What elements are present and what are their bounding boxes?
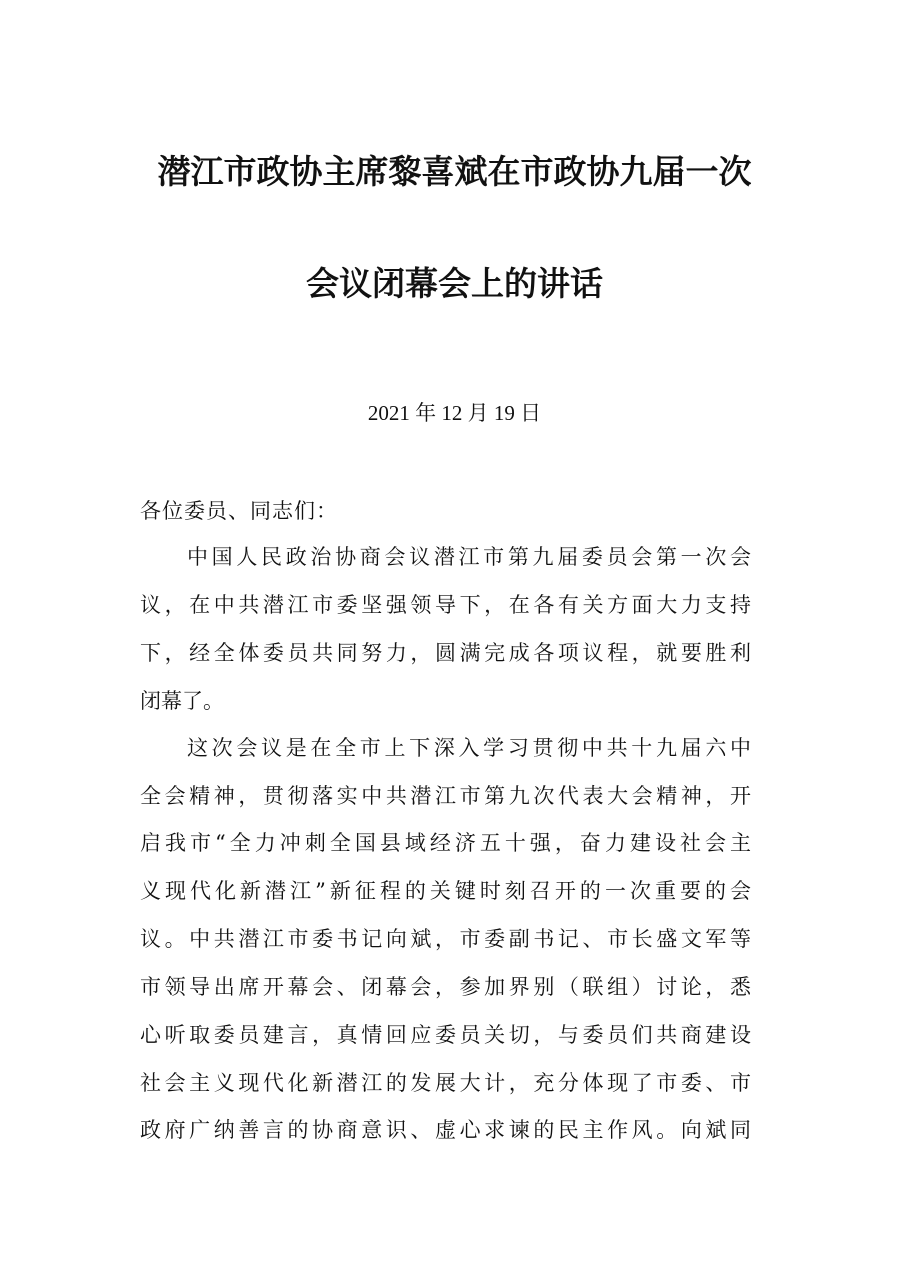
paragraph-1-line: 闭幕了。 — [140, 689, 224, 713]
paragraph-2-line: 社会主义现代化新潜江的发展大计，充分体现了市委、市 — [140, 1071, 751, 1095]
paragraph-2-line: 政府广纳善言的协商意识、虚心求谏的民主作风。向斌同 — [140, 1118, 751, 1142]
paragraph-2-line: 启我市“全力冲刺全国县域经济五十强，奋力建设社会主 — [140, 831, 751, 855]
paragraph-1-line: 中国人民政治协商会议潜江市第九届委员会第一次会 — [187, 545, 751, 569]
salutation: 各位委员、同志们： — [140, 499, 338, 523]
paragraph-2-line: 义现代化新潜江”新征程的关键时刻召开的一次重要的会 — [140, 879, 751, 903]
paragraph-2-line: 全会精神，贯彻落实中共潜江市第九次代表大会精神，开 — [140, 784, 751, 808]
paragraph-1-line: 议，在中共潜江市委坚强领导下，在各有关方面大力支持 — [140, 593, 751, 617]
paragraph-1-line: 下，经全体委员共同努力，圆满完成各项议程，就要胜利 — [140, 641, 751, 665]
document-title-line-1: 潜江市政协主席黎喜斌在市政协九届一次 — [157, 152, 752, 191]
paragraph-2-line: 心听取委员建言，真情回应委员关切，与委员们共商建设 — [140, 1023, 751, 1047]
paragraph-2-line: 这次会议是在全市上下深入学习贯彻中共十九届六中 — [187, 736, 751, 760]
paragraph-2-line: 议。中共潜江市委书记向斌，市委副书记、市长盛文军等 — [140, 927, 751, 951]
paragraph-2-line: 市领导出席开幕会、闭幕会，参加界别（联组）讨论，悉 — [140, 975, 751, 999]
document-title-line-2: 会议闭幕会上的讲话 — [306, 264, 603, 303]
document-date: 2021 年 12 月 19 日 — [367, 401, 542, 425]
